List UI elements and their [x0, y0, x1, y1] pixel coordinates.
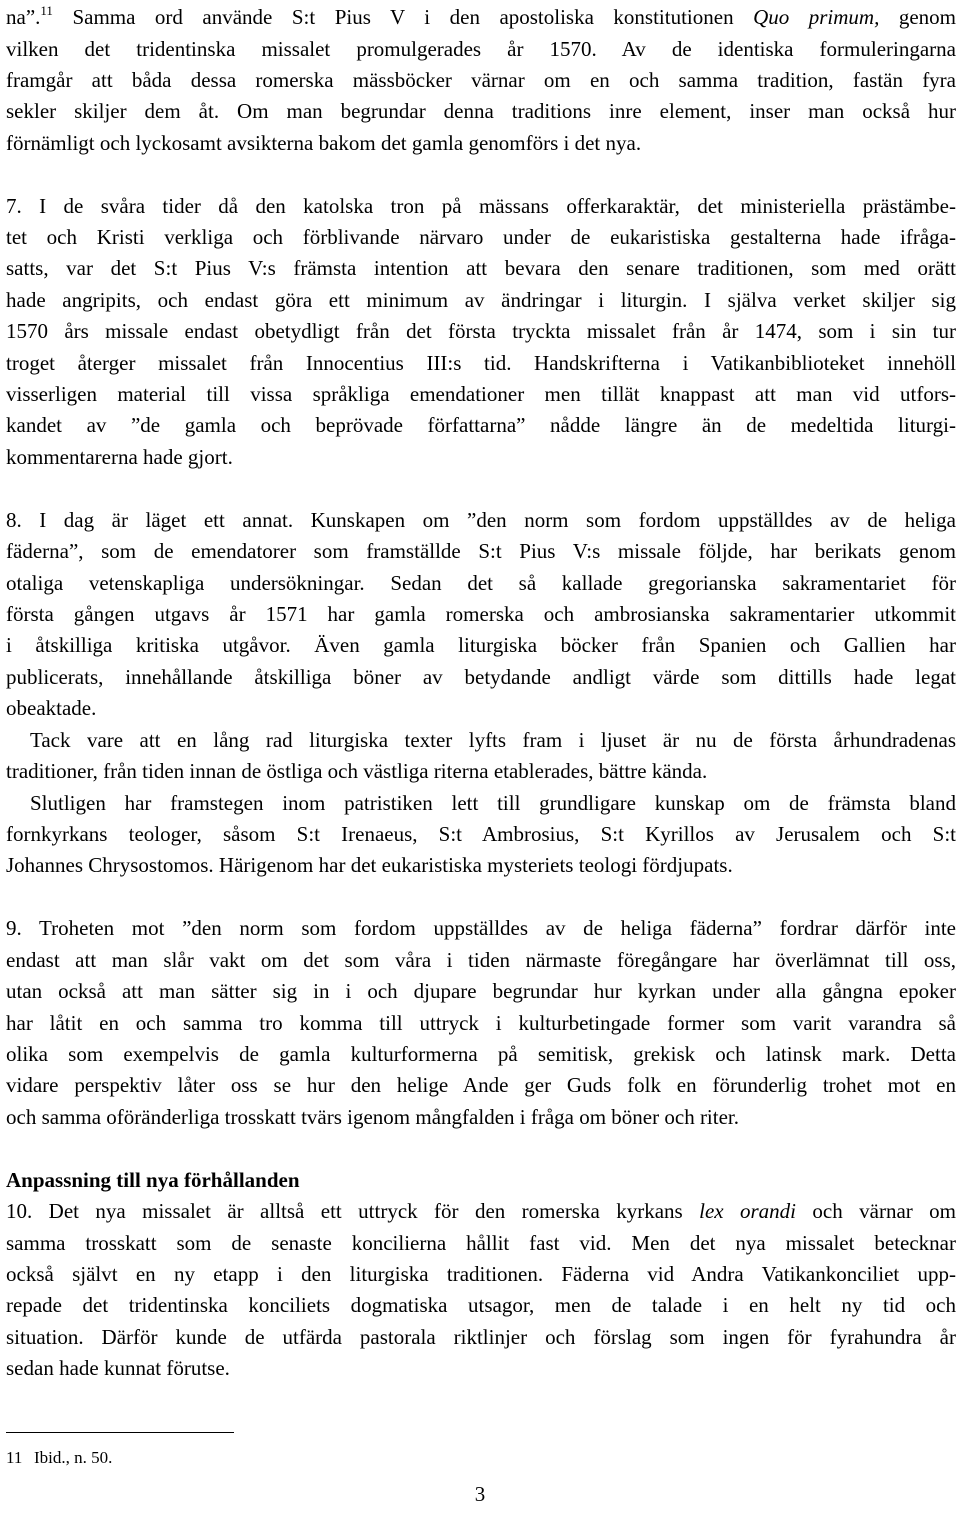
text-line: i åtskilliga kritiska utgåvor. Även gamla liturgiska böcker från Spanien och Gallien har	[6, 633, 956, 657]
text-line: 7. I de svåra tider då den katolska tron på mässans offerkaraktär, det ministeriella prästämbe-	[6, 194, 956, 218]
text-line: obeaktade.	[6, 696, 97, 720]
text-line: publicerats, innehållande åtskilliga böner av betydande andligt värde som dittills hade legat	[6, 665, 956, 689]
text-line: 9. Troheten mot ”den norm som fordom uppställdes av de heliga fäderna” fordrar därför inte	[6, 916, 956, 940]
section-heading: Anpassning till nya förhållanden	[6, 1168, 300, 1192]
text-line: samma trosskatt som de senaste koncilierna hållit fast vid. Men det nya missalet betecknar	[6, 1231, 956, 1255]
text-line: situation. Därför kunde de utfärda pastorala riktlinjer och förslag som ingen för fyrahundra år	[6, 1325, 956, 1349]
text-line: olika som exempelvis de gamla kulturformerna på semitisk, grekisk och latinsk mark. Detta	[6, 1042, 956, 1066]
text-line: tet och Kristi verkliga och förblivande närvaro under de eukaristiska gestalterna hade ifråga-	[6, 225, 956, 249]
text-line: kommentarerna hade gjort.	[6, 445, 233, 469]
text-line: fornkyrkans teologer, såsom S:t Irenaeus, S:t Ambrosius, S:t Kyrillos av Jerusalem och S:t	[6, 822, 956, 846]
footnote	[6, 1447, 112, 1469]
footnote-text: Ibid., n. 50.	[34, 1448, 113, 1467]
text-line: Slutligen har framstegen inom patristiken lett till grundligare kunskap om de främsta bland	[30, 791, 956, 815]
text-line: satts, var det S:t Pius V:s främsta intention att bevara den senare traditionen, som med orätt	[6, 256, 956, 280]
text-line: visserligen material till vissa språkliga emendationer men tillät knappast att man vid utfors-	[6, 382, 956, 406]
text-line: 10. Det nya missalet är alltså ett uttryck för den romerska kyrkans lex orandi och värnar om	[6, 1199, 956, 1223]
text-line: första gången utgavs år 1571 har gamla romerska och ambrosianska sakramentarier utkommit	[6, 602, 956, 626]
text-line: och samma oföränderliga trosskatt tvärs igenom mångfalden i fråga om böner och riter.	[6, 1105, 740, 1129]
text-line: troget återger missalet från Innocentius III:s tid. Handskrifterna i Vatikanbiblioteket innehöll	[6, 351, 956, 375]
page-number: 3	[474, 1482, 486, 1506]
text-line: vilken det tridentinska missalet promulgerades år 1570. Av de identiska formuleringarna	[6, 37, 956, 61]
text-line: Johannes Chrysostomos. Härigenom har det eukaristiska mysteriets teologi fördjupats.	[6, 853, 733, 877]
text-line: sekler skiljer dem åt. Om man begrundar denna traditions inre element, inser man också hur	[6, 99, 956, 123]
text-line: na”.$^{11}$ Samma ord använde S:t Pius V i den apostoliska konstitutionen Quo primum, genom	[6, 3, 956, 29]
text-line: traditioner, från tiden innan de östliga och västliga riterna etablerades, bättre kända.	[6, 759, 708, 783]
text-line: också självt en ny etapp i den liturgiska traditionen. Fäderna vid Andra Vatikankonciliet upp-	[6, 1262, 956, 1286]
text-line: vidare perspektiv låter oss se hur den helige Ande ger Guds folk en förunderlig trohet mot en	[6, 1073, 956, 1097]
text-line: förnämligt och lyckosamt avsikterna bakom det gamla genomförs i det nya.	[6, 131, 642, 155]
text-line: otaliga vetenskapliga undersökningar. Sedan det så kallade gregorianska sakramentariet för	[6, 571, 956, 595]
footnote-number: 11	[6, 1448, 23, 1467]
text-line: kandet av ”de gamla och beprövade författarna” nådde längre än de medeltida liturgi-	[6, 413, 956, 437]
text-line: 1570 års missale endast obetydligt från det första tryckta missalet från år 1474, som i sin tur	[6, 319, 956, 343]
text-line: framgår att båda dessa romerska mässböcker värnar om en och samma tradition, fastän fyra	[6, 68, 956, 92]
text-line: repade det tridentinska konciliets dogmatiska utsagor, men de talade i en helt ny tid och	[6, 1293, 956, 1317]
text-line: har låtit en och samma tro komma till uttryck i kulturbetingade former som varit varandra så	[6, 1011, 956, 1035]
footnote-reference: 11	[40, 3, 53, 18]
text-line: sedan hade kunnat förutse.	[6, 1356, 230, 1380]
footnote-divider	[6, 1432, 234, 1433]
text-line: fäderna”, som de emendatorer som framställde S:t Pius V:s missale följde, har berikats genom	[6, 539, 956, 563]
text-line: hade angripits, och endast göra ett minimum av ändringar i liturgin. I själva verket skiljer sig	[6, 288, 956, 312]
text-line: utan också att man sätter sig in i och djupare begrundar hur kyrkan under alla gångna epoker	[6, 979, 956, 1003]
text-line: 8. I dag är läget ett annat. Kunskapen om ”den norm som fordom uppställdes av de heliga	[6, 508, 956, 532]
text-line: Tack vare att en lång rad liturgiska texter lyfts fram i ljuset är nu de första århundradenas	[30, 728, 956, 752]
text-line: endast att man slår vakt om det som våra i tiden närmaste föregångare har överlämnat till oss,	[6, 948, 956, 972]
